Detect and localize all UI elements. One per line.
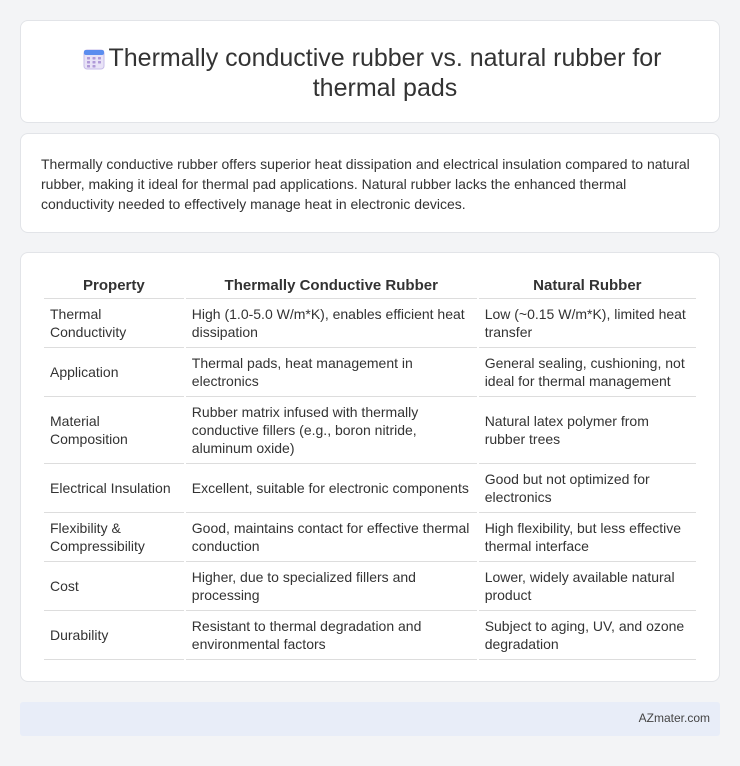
table-row	[44, 348, 696, 397]
footer-brand: AZmater.com	[638, 711, 710, 725]
thermally-conductive-cell: Thermal pads, heat management in electronics	[186, 348, 477, 397]
comparison-card	[20, 252, 720, 682]
property-cell: Cost	[44, 562, 184, 611]
thermally-conductive-cell: High (1.0-5.0 W/m*K), enables efficient heat dissipation	[186, 299, 477, 348]
intro-card	[20, 133, 720, 233]
natural-rubber-cell: General sealing, cushioning, not ideal for thermal management	[479, 348, 696, 397]
thermally-conductive-cell: Higher, due to specialized fillers and processing	[186, 562, 477, 611]
table-row	[44, 464, 696, 513]
natural-rubber-cell: Low (~0.15 W/m*K), limited heat transfer	[479, 299, 696, 348]
property-cell: Material Composition	[44, 397, 184, 464]
table-row	[44, 562, 696, 611]
table-row	[44, 397, 696, 464]
intro-text: Thermally conductive rubber offers superior heat dissipation and electrical insulation compared to natural rubber, making it ideal for thermal pad applications. Natural rubber lacks the enhanced thermal conductivity needed to effectively manage heat in electronic devices.	[41, 156, 690, 212]
column-header-thermally-conductive: Thermally Conductive Rubber	[186, 275, 477, 299]
natural-rubber-cell: Subject to aging, UV, and ozone degradation	[479, 611, 696, 660]
property-cell: Flexibility & Compressibility	[44, 513, 184, 562]
property-cell: Electrical Insulation	[44, 464, 184, 513]
page-title: Thermally conductive rubber vs. natural rubber for thermal pads	[108, 44, 662, 102]
property-cell: Application	[44, 348, 184, 397]
natural-rubber-cell: Good but not optimized for electronics	[479, 464, 696, 513]
title-card	[20, 20, 720, 123]
table-row	[44, 611, 696, 660]
thermally-conductive-cell: Excellent, suitable for electronic components	[186, 464, 477, 513]
table-row	[44, 513, 696, 562]
property-cell: Durability	[44, 611, 184, 660]
thermally-conductive-cell: Rubber matrix infused with thermally conductive fillers (e.g., boron nitride, aluminum oxide)	[186, 397, 477, 464]
natural-rubber-cell: Lower, widely available natural product	[479, 562, 696, 611]
footer-bar	[20, 702, 720, 736]
table-header-row	[44, 275, 696, 299]
column-header-natural: Natural Rubber	[479, 275, 696, 299]
natural-rubber-cell: High flexibility, but less effective thermal interface	[479, 513, 696, 562]
comparison-table	[42, 275, 698, 660]
thermally-conductive-cell: Resistant to thermal degradation and environmental factors	[186, 611, 477, 660]
thermally-conductive-cell: Good, maintains contact for effective thermal conduction	[186, 513, 477, 562]
property-cell: Thermal Conductivity	[44, 299, 184, 348]
column-header-property: Property	[44, 275, 184, 299]
natural-rubber-cell: Natural latex polymer from rubber trees	[479, 397, 696, 464]
table-row	[44, 299, 696, 348]
